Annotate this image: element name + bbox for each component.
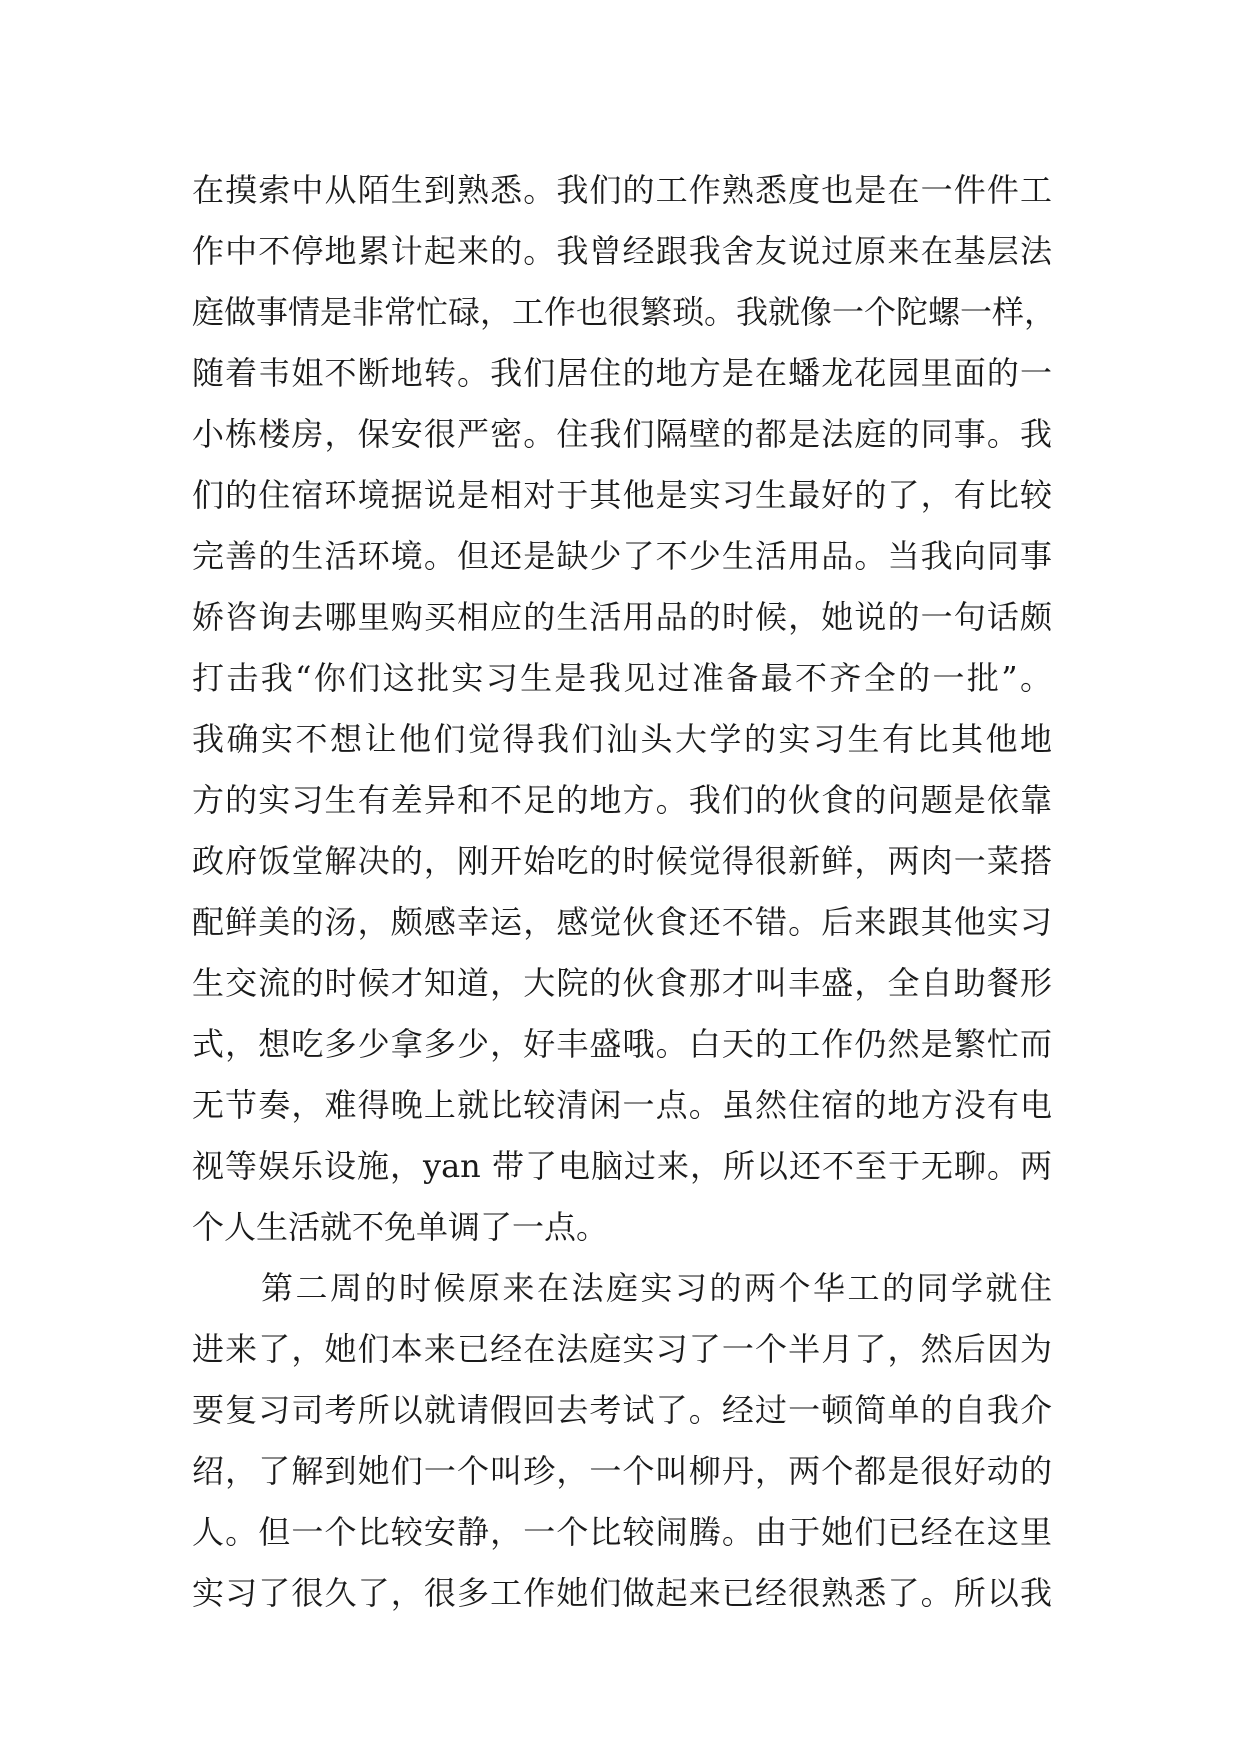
text-line: 小栋楼房，保安很严密。住我们隔壁的都是法庭的同事。我 bbox=[192, 415, 1052, 453]
text-line: 政府饭堂解决的，刚开始吃的时候觉得很新鲜，两肉一菜搭 bbox=[192, 842, 1052, 880]
text-line: 庭做事情是非常忙碌，工作也很繁琐。我就像一个陀螺一样， bbox=[192, 293, 1057, 331]
text-line: 无节奏，难得晚上就比较清闲一点。虽然住宿的地方没有电 bbox=[192, 1086, 1052, 1124]
text-line: 随着韦姐不断地转。我们居住的地方是在蟠龙花园里面的一 bbox=[192, 354, 1052, 392]
text-line: 我确实不想让他们觉得我们汕头大学的实习生有比其他地 bbox=[192, 720, 1052, 758]
body-text bbox=[192, 160, 1057, 1624]
text-line: 个人生活就不免单调了一点。 bbox=[192, 1208, 609, 1246]
text-line: 打击我“你们这批实习生是我见过准备最不齐全的一批”。 bbox=[192, 659, 1052, 697]
text-line: 实习了很久了，很多工作她们做起来已经很熟悉了。所以我 bbox=[192, 1574, 1052, 1612]
text-line: 绍，了解到她们一个叫珍，一个叫柳丹，两个都是很好动的 bbox=[192, 1452, 1052, 1490]
text-line: 配鲜美的汤，颇感幸运，感觉伙食还不错。后来跟其他实习 bbox=[192, 903, 1052, 941]
paragraph-1 bbox=[192, 160, 1057, 1258]
text-line: 完善的生活环境。但还是缺少了不少生活用品。当我向同事 bbox=[192, 537, 1052, 575]
text-line: 第二周的时候原来在法庭实习的两个华工的同学就住 bbox=[192, 1269, 1052, 1307]
text-line: 人。但一个比较安静，一个比较闹腾。由于她们已经在这里 bbox=[192, 1513, 1052, 1551]
paragraph-2 bbox=[192, 1258, 1052, 1624]
text-line: 在摸索中从陌生到熟悉。我们的工作熟悉度也是在一件件工 bbox=[192, 171, 1052, 209]
text-line: 娇咨询去哪里购买相应的生活用品的时候，她说的一句话颇 bbox=[192, 598, 1052, 636]
text-line: 生交流的时候才知道，大院的伙食那才叫丰盛，全自助餐形 bbox=[192, 964, 1052, 1002]
text-line: 们的住宿环境据说是相对于其他是实习生最好的了，有比较 bbox=[192, 476, 1052, 514]
text-line: 进来了，她们本来已经在法庭实习了一个半月了，然后因为 bbox=[192, 1330, 1052, 1368]
text-line: 作中不停地累计起来的。我曾经跟我舍友说过原来在基层法 bbox=[192, 232, 1052, 270]
text-line: 方的实习生有差异和不足的地方。我们的伙食的问题是依靠 bbox=[192, 781, 1052, 819]
text-line: 式，想吃多少拿多少，好丰盛哦。白天的工作仍然是繁忙而 bbox=[192, 1025, 1052, 1063]
text-line: 要复习司考所以就请假回去考试了。经过一顿简单的自我介 bbox=[192, 1391, 1052, 1429]
text-line: 视等娱乐设施，yan 带了电脑过来，所以还不至于无聊。两 bbox=[192, 1147, 1052, 1185]
